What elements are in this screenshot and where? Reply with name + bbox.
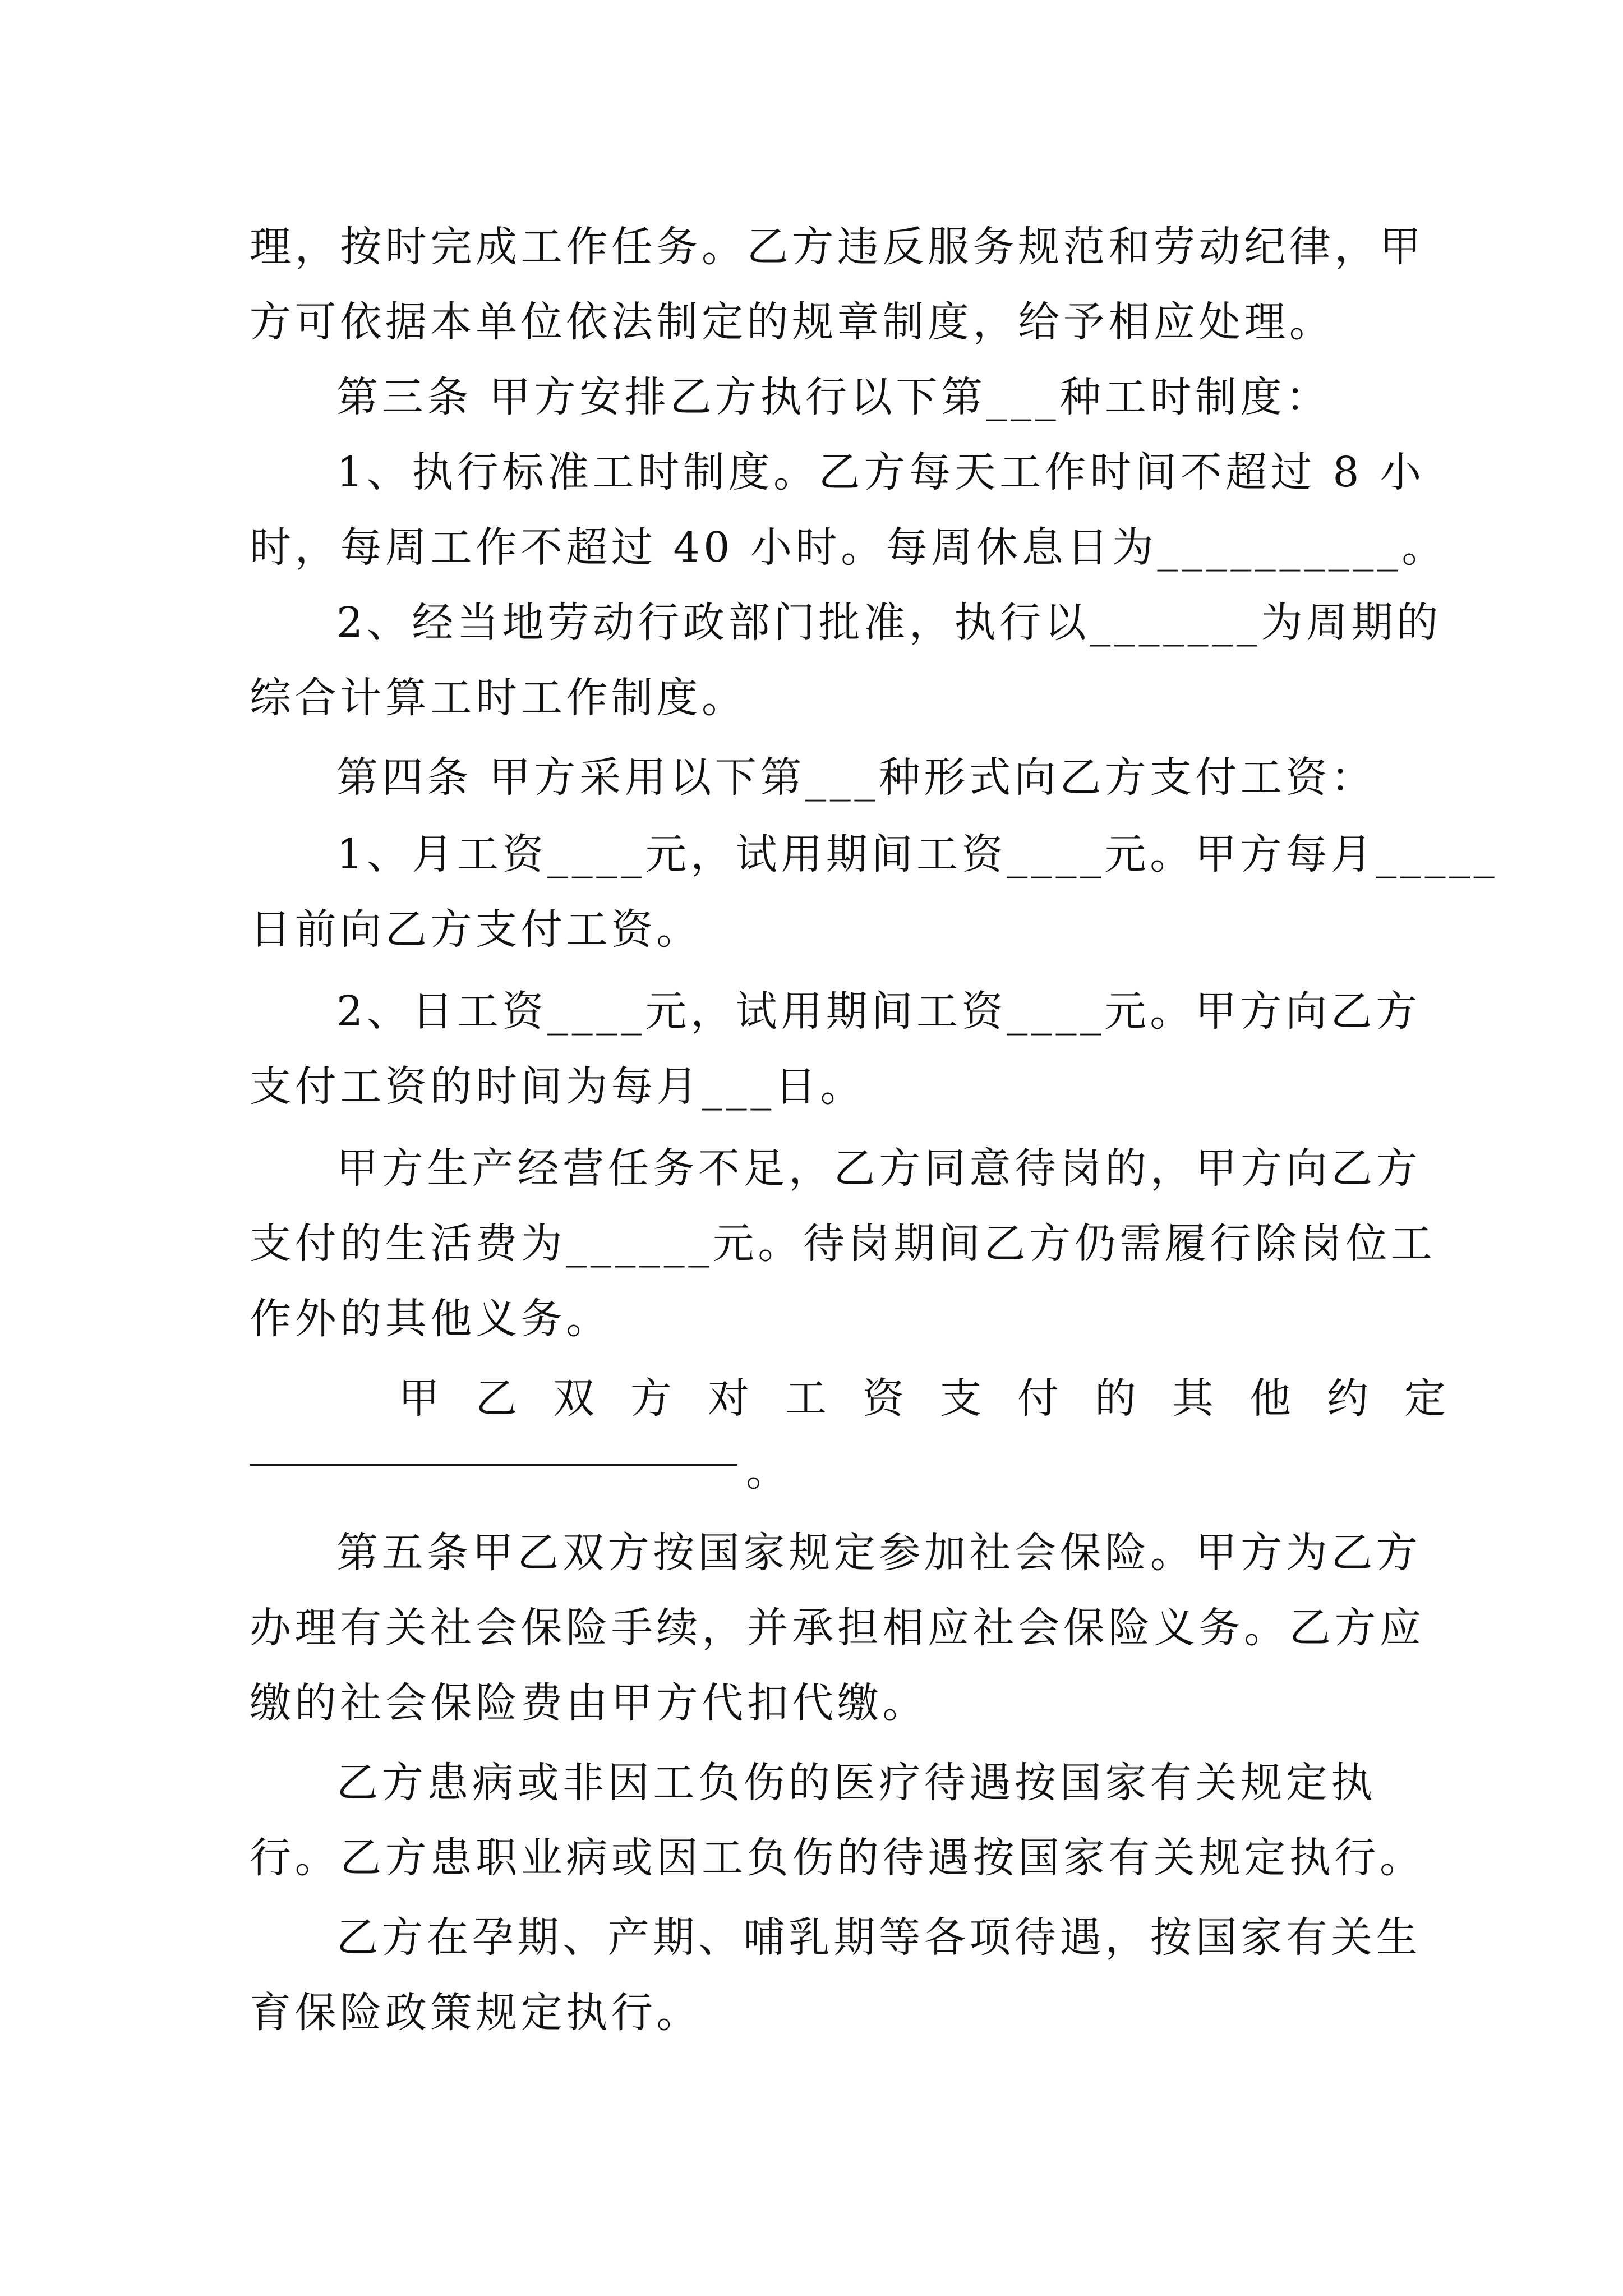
- fill-in-blank: [250, 1464, 737, 1466]
- text-line: 方可依据本单位依法制定的规章制度，给予相应处理。: [250, 298, 1335, 346]
- article-5-heading: 第五条甲乙双方按国家规定参加社会保险。甲方为乙方: [336, 1529, 1422, 1577]
- text-line: 理，按时完成工作任务。乙方违反服务规范和劳动纪律，甲: [250, 223, 1425, 271]
- text-line: 1、执行标准工时制度。乙方每天工作时间不超过 8 小: [336, 448, 1425, 496]
- text-line: 支付的生活费为______元。待岗期间乙方仍需履行除岗位工: [250, 1220, 1436, 1268]
- text-line: 日前向乙方支付工资。: [250, 905, 702, 954]
- text-line: 1、月工资____元，试用期间工资____元。甲方每月_____: [336, 830, 1498, 878]
- text-line: 缴的社会保险费由甲方代扣代缴。: [250, 1679, 928, 1727]
- text-line: 甲方生产经营任务不足，乙方同意待岗的，甲方向乙方: [336, 1144, 1422, 1193]
- text-line: 乙方患病或非因工负伤的医疗待遇按国家有关规定执: [336, 1759, 1376, 1807]
- text-line: 支付工资的时间为每月___日。: [250, 1062, 865, 1111]
- text-line: 育保险政策规定执行。: [250, 1989, 702, 2037]
- article-3-heading: 第三条 甲方安排乙方执行以下第___种工时制度：: [336, 373, 1331, 421]
- text-line: 乙方在孕期、产期、哺乳期等各项待遇，按国家有关生: [336, 1913, 1422, 1962]
- text-line: 行。乙方患职业病或因工负伤的待遇按国家有关规定执行。: [250, 1834, 1425, 1882]
- text-line: 作外的其他义务。: [250, 1295, 611, 1343]
- text-line: 办理有关社会保险手续，并承担相应社会保险义务。乙方应: [250, 1604, 1425, 1652]
- text-line: 时，每周工作不超过 40 小时。每周休息日为__________。: [250, 523, 1447, 572]
- text-line: 2、经当地劳动行政部门批准，执行以_______为周期的: [336, 599, 1442, 647]
- article-4-heading: 第四条 甲方采用以下第___种形式向乙方支付工资：: [336, 753, 1376, 802]
- text-line: 2、日工资____元，试用期间工资____元。甲方向乙方: [336, 987, 1421, 1036]
- text-line: 。: [746, 1447, 787, 1496]
- text-line: 综合计算工时工作制度。: [250, 674, 747, 722]
- text-line: 甲乙双方对工资支付的其他约定: [398, 1374, 1482, 1423]
